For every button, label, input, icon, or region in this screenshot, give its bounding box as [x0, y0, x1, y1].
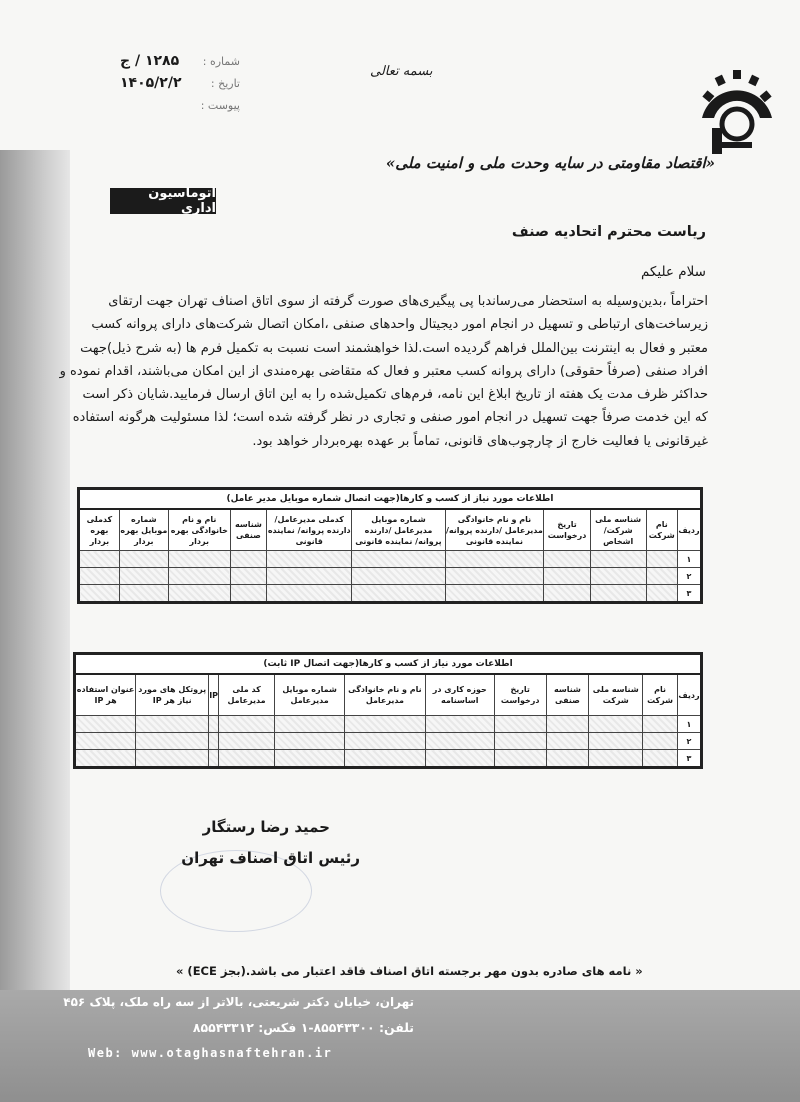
table-header: نام و نام خانوادگی مدیرعامل /دارنده پروانه/ نماینده قانونی [445, 509, 544, 551]
table-caption: اطلاعات مورد نیاز از کسب و کارها(جهت اتصال IP ثابت) [75, 654, 702, 675]
footer-address: تهران، خیابان دکتر شریعتی، بالاتر از سه راه ملک، پلاک ۴۵۶ [63, 995, 414, 1009]
decorative-left-band [0, 150, 70, 1102]
table-header: شناسه صنفی [546, 674, 589, 716]
recipient-heading: ریاست محترم اتحادیه صنف [511, 224, 706, 240]
table-header: ردیف [678, 509, 702, 551]
table-header: شناسه ملی شرکت [589, 674, 643, 716]
table-header: نام شرکت [643, 674, 678, 716]
body-line: احتراماً ،بدین‌وسیله به استحضار می‌رساندبا پی پیگیری‌های صورت گرفته از سوی اتاق اصناف تهران جهت ارتقای [108, 294, 708, 309]
table-caption: اطلاعات مورد نیاز از کسب و کارها(جهت اتصال شماره موبایل مدیر عامل) [79, 489, 702, 510]
letter-meta [120, 50, 240, 116]
table-header: نام شرکت [646, 509, 677, 551]
table-header: پروتکل های مورد نیاز هر IP [136, 674, 209, 716]
table-row: ۱ [79, 551, 702, 568]
table-header: IP [209, 674, 219, 716]
table-header: کد ملی مدیرعامل [219, 674, 275, 716]
attachment-label: پیوست : [200, 98, 240, 112]
table-header: شماره موبایل بهره بردار [119, 509, 168, 551]
body-line: حداکثر ظرف مدت یک هفته از تاریخ ابلاغ این نامه، فرم‌های تکمیل‌شده را به این اتاق ارسال فرمایید.شایان ذکر است [82, 387, 708, 403]
chamber-logo-icon [692, 58, 782, 158]
table-header: عنوان استفاده هر IP [75, 674, 136, 716]
body-line: زیرساخت‌های ارتباطی و تسهیل در انجام امور دیجیتال واحدهای صنفی ،امکان اتصال شرکت‌های دارای پروانه کسب [91, 317, 708, 333]
body-line: که این خدمت صرفاً جهت تسهیل در انجام امور صنفی و تجاری در نظر گرفته شده است؛ لذا مسئولیت هرگونه استفاده [72, 410, 708, 426]
letter-body [59, 290, 708, 453]
table-row: ۲ [79, 568, 702, 585]
number-label: شماره : [202, 54, 240, 68]
table-header: ردیف [678, 674, 702, 716]
validity-note: « نامه های صادره بدون مهر برجسته اتاق اصناف فاقد اعتبار می باشد.(بجز ECE) » [176, 964, 643, 978]
letter-number: ۱۲۸۵ / ج [120, 53, 180, 69]
table-header: کدملی بهره بردار [79, 509, 120, 551]
table-header: نام و نام خانوادگی مدیرعامل [345, 674, 425, 716]
table-row: ۳ [75, 750, 702, 768]
body-line: معتبر و فعال به اینترنت بین‌الملل فراهم گردیده است.لذا خواهشمند است نسبت به تکمیل فرم ها (به شرح ذیل)جهت [80, 340, 708, 356]
table-header: تاریخ درخواست [494, 674, 546, 716]
table-header: شناسه صنفی [230, 509, 266, 551]
department-badge: اتوماسیون اداری [110, 188, 216, 214]
table-header: نام و نام خانوادگی بهره بردار [168, 509, 230, 551]
greeting: سلام علیکم [640, 264, 706, 280]
body-line: غیرقانونی یا فعالیت خارج از چارچوب‌های قانونی، تماماً بر عهده بهره‌بردار خواهد بود. [252, 433, 708, 449]
letter-date: ۱۴۰۵/۲/۲ [120, 75, 182, 91]
table-row: ۲ [75, 733, 702, 750]
footer-phones: تلفن: ۸۵۵۴۳۳۰۰-۱ فکس: ۸۵۵۴۳۳۱۲ [192, 1020, 414, 1035]
date-label: تاریخ : [210, 76, 240, 90]
table-header: شماره موبایل مدیرعامل [275, 674, 345, 716]
bismillah: بسمه تعالی [370, 64, 433, 79]
mobile-connection-table [77, 487, 703, 604]
static-ip-table [73, 652, 703, 769]
table-row: ۳ [79, 585, 702, 603]
table-header: کدملی مدیرعامل/دارنده پروانه/ نماینده قانونی [267, 509, 352, 551]
signatory-name: حمید رضا رستگار [202, 818, 330, 836]
table-header: شماره موبایل مدیرعامل /دارنده پروانه/ نماینده قانونی [352, 509, 445, 551]
footer-website[interactable]: Web: www.otaghasnaftehran.ir [88, 1046, 333, 1060]
table-header: شناسه ملی شرکت/ اشخاص [590, 509, 646, 551]
body-line: افراد صنفی (صرفاً حقوقی) دارای پروانه کسب معتبر و فعال که متقاضی بهره‌مندی از این امکان می‌باشند، اقدام نموده و [59, 363, 708, 379]
table-row: ۱ [75, 716, 702, 733]
signatory-title: رئیس اتاق اصناف تهران [181, 849, 360, 867]
motto: «اقتصاد مقاومتی در سایه وحدت ملی و امنیت ملی» [385, 154, 715, 172]
table-header: حوزه کاری در اساسنامه [425, 674, 494, 716]
table-header: تاریخ درخواست [544, 509, 590, 551]
